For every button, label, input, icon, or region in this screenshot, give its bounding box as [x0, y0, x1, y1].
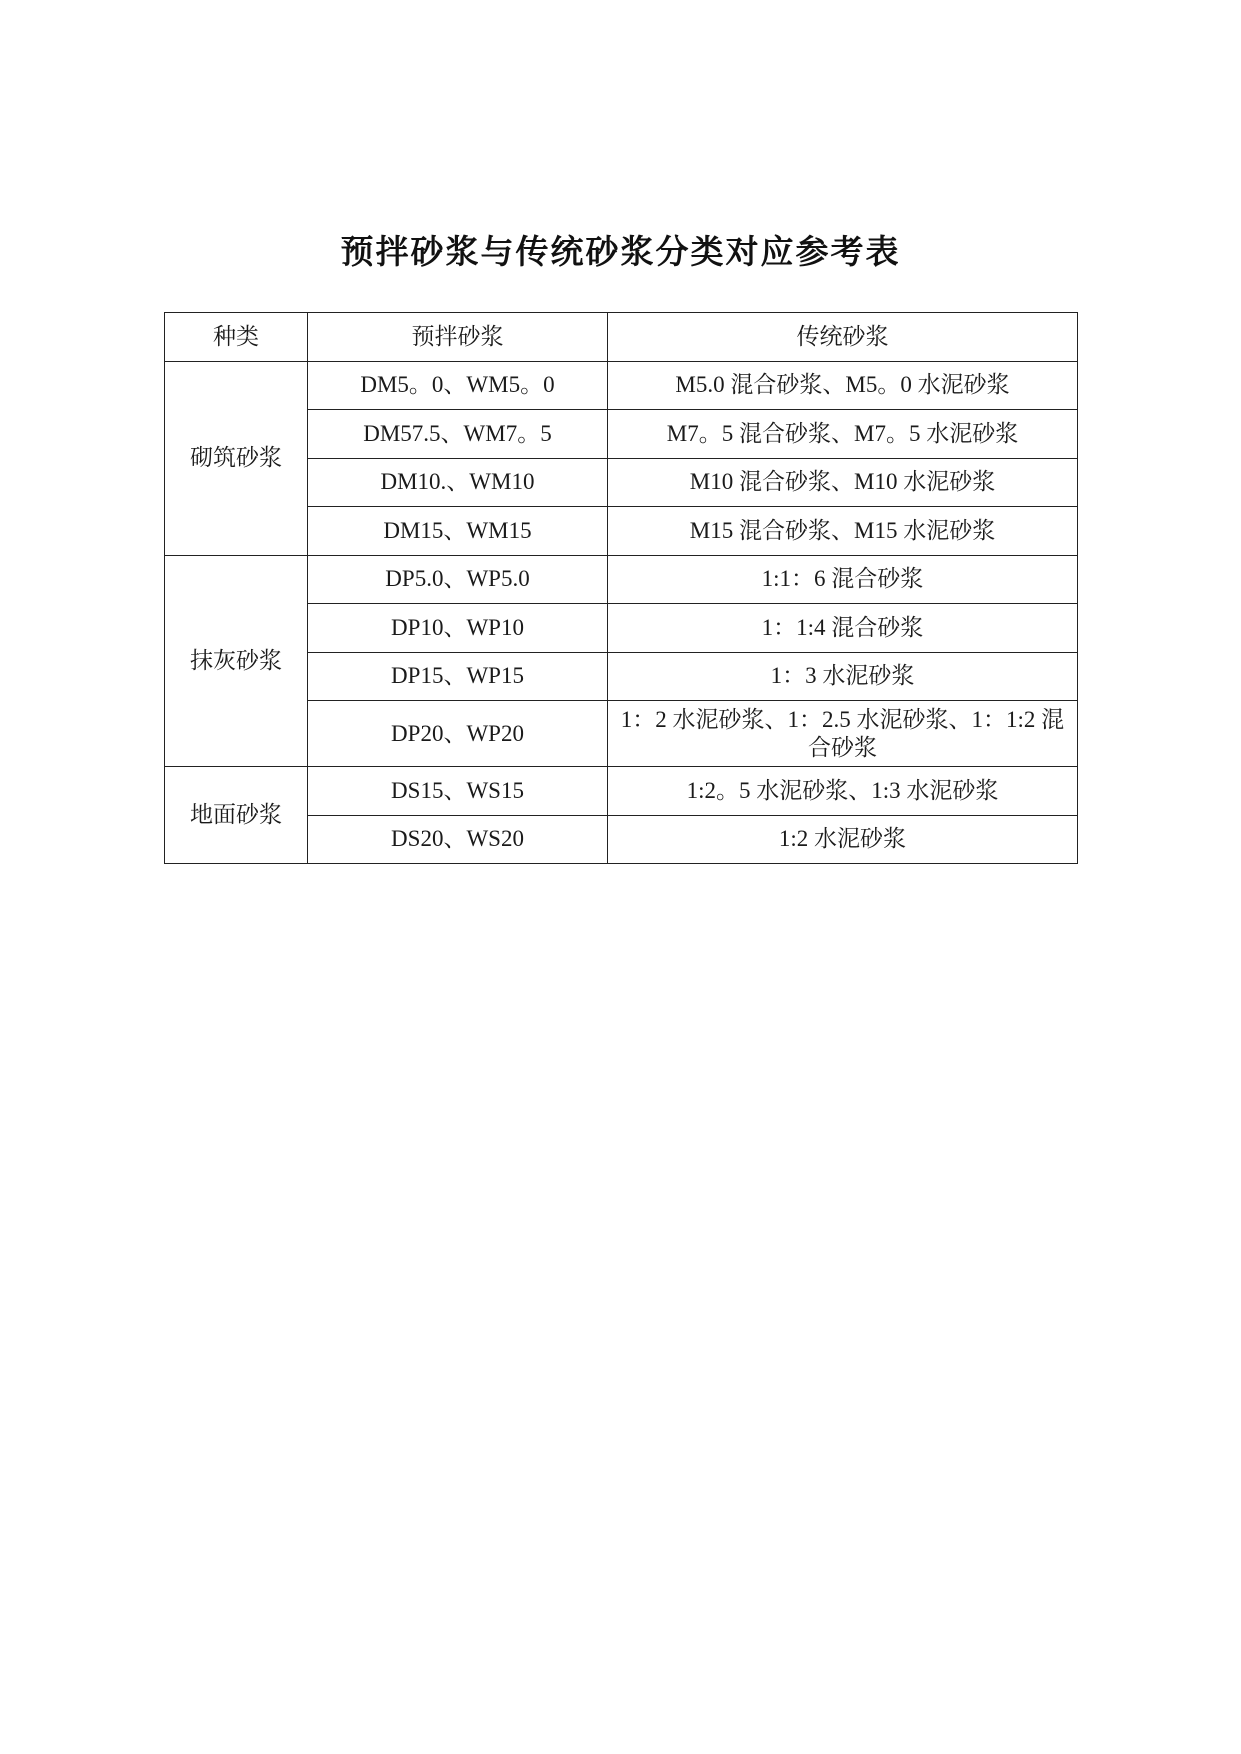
premixed-cell: DS15、WS15 [308, 767, 608, 816]
table-row [165, 361, 1078, 410]
premixed-cell: DP15、WP15 [308, 652, 608, 701]
table-header-row [165, 313, 1078, 362]
header-premixed: 预拌砂浆 [308, 313, 608, 362]
premixed-cell: DM5。0、WM5。0 [308, 361, 608, 410]
premixed-cell: DP20、WP20 [308, 701, 608, 767]
premixed-cell: DM10.、WM10 [308, 458, 608, 507]
premixed-cell: DM57.5、WM7。5 [308, 410, 608, 459]
traditional-cell: 1：3 水泥砂浆 [608, 652, 1078, 701]
traditional-cell: M7。5 混合砂浆、M7。5 水泥砂浆 [608, 410, 1078, 459]
traditional-cell: 1:2 水泥砂浆 [608, 815, 1078, 864]
traditional-cell: M10 混合砂浆、M10 水泥砂浆 [608, 458, 1078, 507]
traditional-cell: M5.0 混合砂浆、M5。0 水泥砂浆 [608, 361, 1078, 410]
header-traditional: 传统砂浆 [608, 313, 1078, 362]
premixed-cell: DP5.0、WP5.0 [308, 555, 608, 604]
category-cell: 砌筑砂浆 [165, 361, 308, 555]
mortar-reference-table [164, 312, 1078, 864]
table-row [165, 767, 1078, 816]
header-category: 种类 [165, 313, 308, 362]
premixed-cell: DS20、WS20 [308, 815, 608, 864]
traditional-cell: M15 混合砂浆、M15 水泥砂浆 [608, 507, 1078, 556]
traditional-cell: 1:1：6 混合砂浆 [608, 555, 1078, 604]
category-cell: 地面砂浆 [165, 767, 308, 864]
category-cell: 抹灰砂浆 [165, 555, 308, 767]
table-row [165, 555, 1078, 604]
traditional-cell: 1：1:4 混合砂浆 [608, 604, 1078, 653]
traditional-cell: 1:2。5 水泥砂浆、1:3 水泥砂浆 [608, 767, 1078, 816]
premixed-cell: DP10、WP10 [308, 604, 608, 653]
document-title: 预拌砂浆与传统砂浆分类对应参考表 [340, 232, 901, 271]
premixed-cell: DM15、WM15 [308, 507, 608, 556]
traditional-cell: 1：2 水泥砂浆、1：2.5 水泥砂浆、1：1:2 混合砂浆 [608, 701, 1078, 767]
